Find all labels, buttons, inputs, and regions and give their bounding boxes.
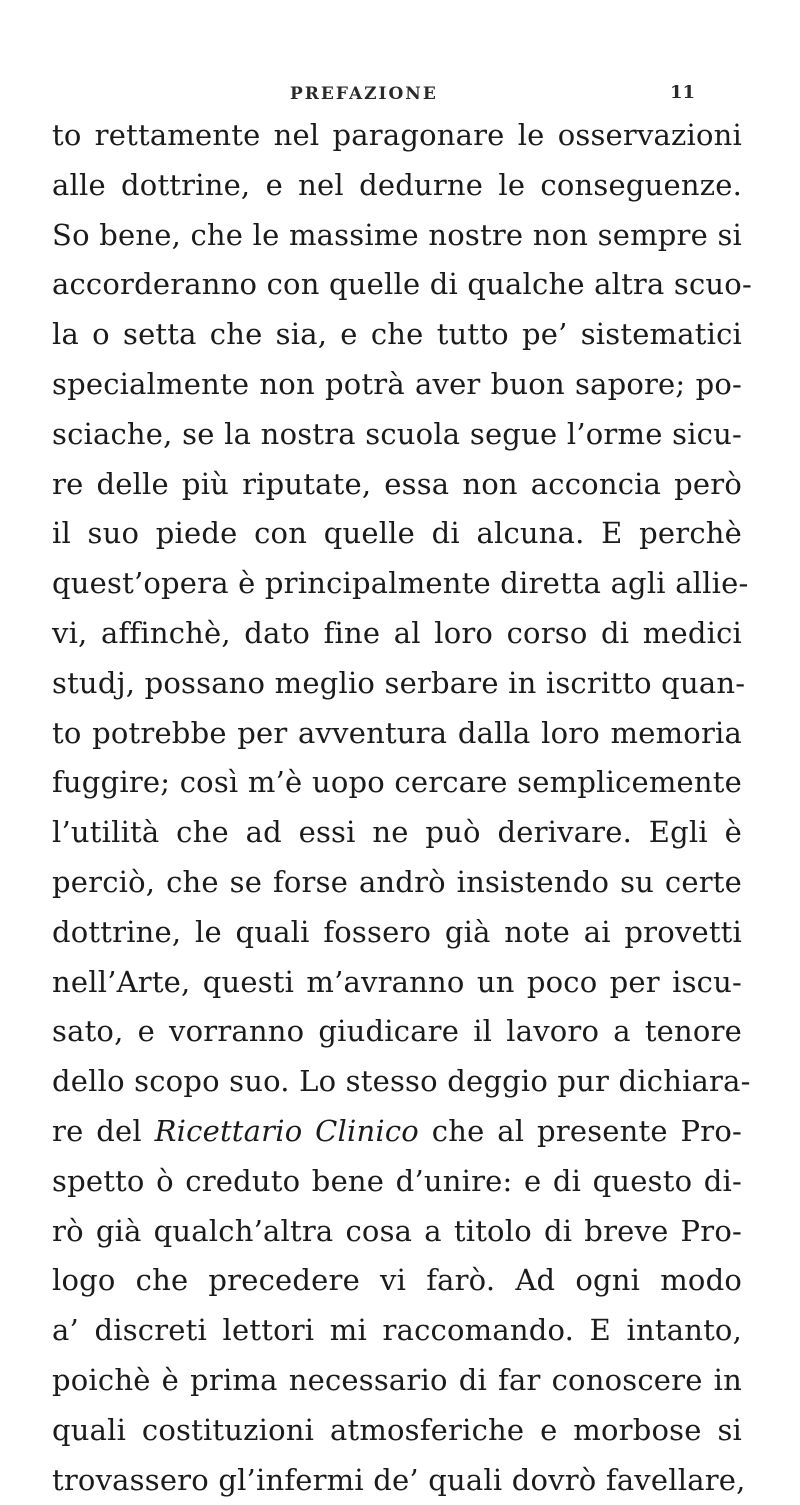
line-segment: che al presente Pro- [418,1113,742,1148]
italic-book-title: Ricettario Clinico [154,1113,419,1148]
text-line: studj, possano meglio serbare in iscritto quan- [52,665,746,700]
text-line: dello scopo suo. Lo stesso deggio pur dichiara- [52,1064,751,1099]
text-line: a’ discreti lettori mi raccomando. E intanto, [52,1313,742,1348]
text-line: il suo piede con quelle di alcuna. E perchè [52,516,742,551]
text-line: sato, e vorranno giudicare il lavoro a tenore [52,1014,742,1049]
text-line: l’utilità che ad essi ne può derivare. Egli è [52,815,742,850]
text-line: to rettamente nel paragonare le osservazioni [52,118,742,152]
text-line: rò già qualch’altra cosa a titolo di breve Pro- [52,1213,742,1248]
text-line: poichè è prima necessario di far conoscere in [52,1362,742,1397]
text-line: specialmente non potrà aver buon sapore; po- [52,366,742,401]
text-line: spetto ò creduto bene d’unire: e di questo di- [52,1163,742,1198]
text-line: alle dottrine, e nel dedurne le conseguenze. [52,167,742,202]
text-line: la o setta che sia, e che tutto pe’ sistematici [52,317,742,352]
text-line: So bene, che le massime nostre non sempre si [52,217,742,252]
text-line: quest’opera è principalmente diretta agli allie- [52,566,749,601]
text-line: fuggire; così m’è uopo cercare semplicemente [52,765,742,800]
line-segment: re del [52,1113,155,1148]
text-line: vi, affinchè, dato fine al loro corso di medici [52,615,742,650]
text-line: logo che precedere vi farò. Ad ogni modo [52,1263,742,1298]
text-line: quali costituzioni atmosferiche e morbose si [52,1412,742,1447]
text-line: sciache, se la nostra scuola segue l’orme sicu- [52,416,742,451]
text-line: accorderanno con quelle di qualche altra scuo- [52,267,752,302]
body-text [52,111,752,1505]
page-number: 11 [670,82,696,103]
text-line: perciò, che se forse andrò insistendo su certe [52,864,742,899]
text-line: nell’Arte, questi m’avranno un poco per iscu- [52,964,742,999]
running-head: PREFAZIONE [290,84,438,104]
text-line-with-title [52,1107,742,1157]
text-line: to potrebbe per avventura dalla loro memoria [52,715,742,750]
text-line: re delle più riputate, essa non acconcia però [52,466,742,501]
text-line: trovassero gl’infermi de’ quali dovrò favellare, [52,1462,746,1497]
text-line: dottrine, le quali fossero già note ai provetti [52,914,742,949]
